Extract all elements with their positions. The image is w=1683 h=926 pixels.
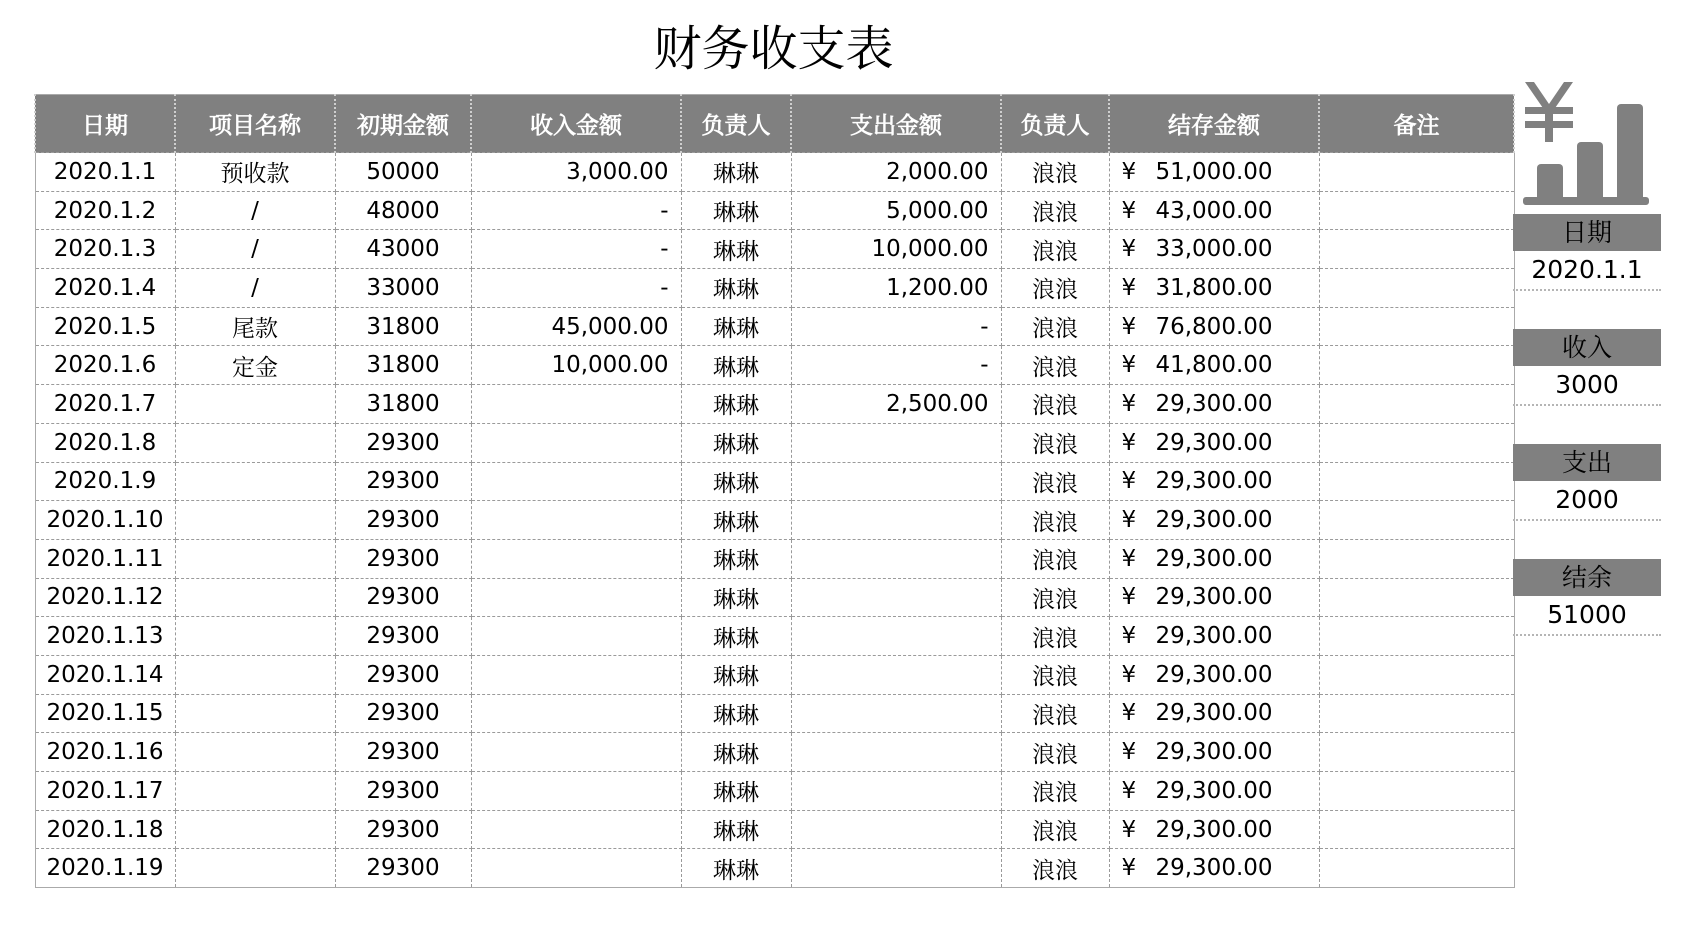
income-cell: [471, 539, 681, 578]
opening-cell: 31800: [335, 346, 471, 385]
column-header-opening-amount: 初期金额: [335, 95, 471, 153]
item-cell: [175, 733, 335, 772]
income-cell: [471, 810, 681, 849]
currency-symbol: ¥: [1121, 390, 1137, 417]
income-owner-cell: 琳琳: [681, 269, 791, 308]
balance-value: 29,300.00: [1155, 700, 1273, 727]
summary-income-value: 3000: [1513, 366, 1661, 406]
expense-owner-cell: 浪浪: [1001, 307, 1109, 346]
item-cell: [175, 810, 335, 849]
balance-cell: [1109, 733, 1319, 772]
opening-cell: 31800: [335, 385, 471, 424]
expense-owner-cell: 浪浪: [1001, 617, 1109, 656]
table-row: [35, 772, 1514, 811]
balance-value: 29,300.00: [1155, 390, 1273, 417]
currency-symbol: ¥: [1121, 197, 1137, 224]
expense-cell: [791, 772, 1001, 811]
income-owner-cell: 琳琳: [681, 655, 791, 694]
note-cell: [1319, 733, 1514, 772]
note-cell: [1319, 269, 1514, 308]
opening-cell: 29300: [335, 501, 471, 540]
currency-symbol: ¥: [1121, 739, 1137, 766]
date-cell: 2020.1.10: [35, 501, 175, 540]
opening-cell: 29300: [335, 655, 471, 694]
summary-expense-value: 2000: [1513, 481, 1661, 521]
currency-symbol: ¥: [1121, 855, 1137, 882]
yen-bar-chart-icon: [1519, 80, 1653, 212]
note-cell: [1319, 307, 1514, 346]
balance-cell: [1109, 501, 1319, 540]
opening-cell: 29300: [335, 733, 471, 772]
expense-cell: [791, 462, 1001, 501]
balance-value: 29,300.00: [1155, 468, 1273, 495]
expense-cell: [791, 501, 1001, 540]
opening-cell: 29300: [335, 578, 471, 617]
table-row: [35, 849, 1514, 888]
income-cell: -: [471, 230, 681, 269]
income-owner-cell: 琳琳: [681, 772, 791, 811]
income-owner-cell: 琳琳: [681, 694, 791, 733]
item-cell: [175, 772, 335, 811]
balance-value: 29,300.00: [1155, 816, 1273, 843]
date-cell: 2020.1.16: [35, 733, 175, 772]
table-row: [35, 694, 1514, 733]
opening-cell: 29300: [335, 810, 471, 849]
table-row: [35, 810, 1514, 849]
date-cell: 2020.1.6: [35, 346, 175, 385]
balance-value: 29,300.00: [1155, 855, 1273, 882]
summary-balance-label: 结余: [1513, 559, 1661, 596]
note-cell: [1319, 385, 1514, 424]
currency-symbol: ¥: [1121, 352, 1137, 379]
income-owner-cell: 琳琳: [681, 307, 791, 346]
page-title: 财务收支表: [653, 21, 894, 77]
currency-symbol: ¥: [1121, 158, 1137, 185]
date-cell: 2020.1.15: [35, 694, 175, 733]
item-cell: 定金: [175, 346, 335, 385]
opening-cell: 29300: [335, 772, 471, 811]
note-cell: [1319, 810, 1514, 849]
expense-owner-cell: 浪浪: [1001, 810, 1109, 849]
note-cell: [1319, 462, 1514, 501]
summary-expense: [1513, 444, 1661, 521]
date-cell: 2020.1.17: [35, 772, 175, 811]
balance-value: 29,300.00: [1155, 623, 1273, 650]
note-cell: [1319, 578, 1514, 617]
note-cell: [1319, 230, 1514, 269]
expense-owner-cell: 浪浪: [1001, 694, 1109, 733]
item-cell: 预收款: [175, 153, 335, 192]
expense-owner-cell: 浪浪: [1001, 462, 1109, 501]
expense-cell: [791, 423, 1001, 462]
currency-symbol: ¥: [1121, 545, 1137, 572]
balance-value: 29,300.00: [1155, 507, 1273, 534]
date-cell: 2020.1.8: [35, 423, 175, 462]
balance-cell: [1109, 694, 1319, 733]
date-cell: 2020.1.1: [35, 153, 175, 192]
income-owner-cell: 琳琳: [681, 462, 791, 501]
item-cell: /: [175, 230, 335, 269]
expense-cell: [791, 810, 1001, 849]
balance-cell: [1109, 269, 1319, 308]
balance-cell: [1109, 307, 1319, 346]
column-header-income-amount: 收入金额: [471, 95, 681, 153]
balance-cell: [1109, 617, 1319, 656]
table-row: [35, 153, 1514, 192]
expense-cell: 1,200.00: [791, 269, 1001, 308]
table-row: [35, 385, 1514, 424]
expense-owner-cell: 浪浪: [1001, 772, 1109, 811]
item-cell: [175, 423, 335, 462]
balance-value: 29,300.00: [1155, 777, 1273, 804]
balance-value: 33,000.00: [1155, 236, 1273, 263]
date-cell: 2020.1.4: [35, 269, 175, 308]
expense-cell: [791, 539, 1001, 578]
item-cell: [175, 501, 335, 540]
expense-owner-cell: 浪浪: [1001, 191, 1109, 230]
expense-cell: 5,000.00: [791, 191, 1001, 230]
opening-cell: 29300: [335, 423, 471, 462]
summary-panel: [1513, 80, 1661, 629]
table-row: [35, 269, 1514, 308]
balance-value: 29,300.00: [1155, 739, 1273, 766]
balance-value: 76,800.00: [1155, 313, 1273, 340]
expense-owner-cell: 浪浪: [1001, 423, 1109, 462]
income-owner-cell: 琳琳: [681, 385, 791, 424]
currency-symbol: ¥: [1121, 661, 1137, 688]
income-cell: [471, 655, 681, 694]
currency-symbol: ¥: [1121, 777, 1137, 804]
item-cell: [175, 578, 335, 617]
summary-date-label: 日期: [1513, 214, 1661, 251]
item-cell: [175, 849, 335, 888]
balance-cell: [1109, 539, 1319, 578]
income-owner-cell: 琳琳: [681, 617, 791, 656]
opening-cell: 29300: [335, 617, 471, 656]
expense-cell: [791, 655, 1001, 694]
income-cell: [471, 733, 681, 772]
balance-value: 29,300.00: [1155, 545, 1273, 572]
date-cell: 2020.1.18: [35, 810, 175, 849]
opening-cell: 48000: [335, 191, 471, 230]
item-cell: /: [175, 191, 335, 230]
summary-date-value: 2020.1.1: [1513, 251, 1661, 291]
summary-balance: [1513, 559, 1661, 636]
income-cell: 45,000.00: [471, 307, 681, 346]
balance-cell: [1109, 191, 1319, 230]
balance-value: 43,000.00: [1155, 197, 1273, 224]
currency-symbol: ¥: [1121, 623, 1137, 650]
balance-cell: [1109, 153, 1319, 192]
income-owner-cell: 琳琳: [681, 733, 791, 772]
expense-cell: 10,000.00: [791, 230, 1001, 269]
item-cell: [175, 694, 335, 733]
table-body: [35, 153, 1514, 888]
expense-owner-cell: 浪浪: [1001, 501, 1109, 540]
item-cell: [175, 385, 335, 424]
expense-owner-cell: 浪浪: [1001, 385, 1109, 424]
date-cell: 2020.1.14: [35, 655, 175, 694]
income-owner-cell: 琳琳: [681, 230, 791, 269]
note-cell: [1319, 539, 1514, 578]
date-cell: 2020.1.11: [35, 539, 175, 578]
currency-symbol: ¥: [1121, 507, 1137, 534]
expense-owner-cell: 浪浪: [1001, 269, 1109, 308]
expense-cell: [791, 849, 1001, 888]
expense-cell: -: [791, 307, 1001, 346]
column-header-balance-amount: 结存金额: [1109, 95, 1319, 153]
table-row: [35, 617, 1514, 656]
note-cell: [1319, 617, 1514, 656]
opening-cell: 43000: [335, 230, 471, 269]
table-row: [35, 307, 1514, 346]
income-owner-cell: 琳琳: [681, 849, 791, 888]
note-cell: [1319, 655, 1514, 694]
table-row: [35, 578, 1514, 617]
balance-value: 29,300.00: [1155, 429, 1273, 456]
expense-owner-cell: 浪浪: [1001, 578, 1109, 617]
income-cell: [471, 578, 681, 617]
opening-cell: 31800: [335, 307, 471, 346]
item-cell: 尾款: [175, 307, 335, 346]
opening-cell: 33000: [335, 269, 471, 308]
note-cell: [1319, 423, 1514, 462]
currency-symbol: ¥: [1121, 700, 1137, 727]
currency-symbol: ¥: [1121, 584, 1137, 611]
item-cell: [175, 655, 335, 694]
income-owner-cell: 琳琳: [681, 501, 791, 540]
balance-cell: [1109, 578, 1319, 617]
balance-value: 51,000.00: [1155, 158, 1273, 185]
income-cell: -: [471, 191, 681, 230]
finance-table: [34, 94, 1515, 888]
item-cell: [175, 462, 335, 501]
balance-value: 29,300.00: [1155, 584, 1273, 611]
summary-income: [1513, 329, 1661, 406]
expense-owner-cell: 浪浪: [1001, 655, 1109, 694]
note-cell: [1319, 191, 1514, 230]
income-cell: [471, 849, 681, 888]
date-cell: 2020.1.5: [35, 307, 175, 346]
table-row: [35, 501, 1514, 540]
expense-owner-cell: 浪浪: [1001, 733, 1109, 772]
balance-value: 31,800.00: [1155, 274, 1273, 301]
table-row: [35, 733, 1514, 772]
balance-cell: [1109, 772, 1319, 811]
currency-symbol: ¥: [1121, 429, 1137, 456]
income-cell: -: [471, 269, 681, 308]
expense-cell: -: [791, 346, 1001, 385]
column-header-item-name: 项目名称: [175, 95, 335, 153]
income-owner-cell: 琳琳: [681, 346, 791, 385]
expense-cell: [791, 617, 1001, 656]
expense-cell: 2,000.00: [791, 153, 1001, 192]
column-header-date: 日期: [35, 95, 175, 153]
balance-cell: [1109, 655, 1319, 694]
item-cell: /: [175, 269, 335, 308]
income-owner-cell: 琳琳: [681, 191, 791, 230]
note-cell: [1319, 694, 1514, 733]
column-header-note: 备注: [1319, 95, 1514, 153]
income-owner-cell: 琳琳: [681, 539, 791, 578]
date-cell: 2020.1.2: [35, 191, 175, 230]
opening-cell: 29300: [335, 462, 471, 501]
item-cell: [175, 617, 335, 656]
income-cell: 3,000.00: [471, 153, 681, 192]
expense-cell: [791, 733, 1001, 772]
balance-cell: [1109, 230, 1319, 269]
expense-owner-cell: 浪浪: [1001, 539, 1109, 578]
date-cell: 2020.1.3: [35, 230, 175, 269]
income-owner-cell: 琳琳: [681, 578, 791, 617]
currency-symbol: ¥: [1121, 468, 1137, 495]
income-cell: [471, 772, 681, 811]
note-cell: [1319, 772, 1514, 811]
expense-owner-cell: 浪浪: [1001, 153, 1109, 192]
summary-date: [1513, 214, 1661, 291]
table-row: [35, 423, 1514, 462]
income-cell: [471, 462, 681, 501]
currency-symbol: ¥: [1121, 816, 1137, 843]
income-owner-cell: 琳琳: [681, 810, 791, 849]
income-cell: [471, 694, 681, 733]
balance-cell: [1109, 810, 1319, 849]
income-cell: 10,000.00: [471, 346, 681, 385]
income-owner-cell: 琳琳: [681, 423, 791, 462]
date-cell: 2020.1.12: [35, 578, 175, 617]
income-cell: [471, 385, 681, 424]
balance-cell: [1109, 462, 1319, 501]
income-cell: [471, 501, 681, 540]
balance-cell: [1109, 423, 1319, 462]
income-owner-cell: 琳琳: [681, 153, 791, 192]
balance-value: 41,800.00: [1155, 352, 1273, 379]
note-cell: [1319, 849, 1514, 888]
table-row: [35, 191, 1514, 230]
summary-income-label: 收入: [1513, 329, 1661, 366]
currency-symbol: ¥: [1121, 236, 1137, 263]
header-row: [35, 95, 1514, 153]
opening-cell: 29300: [335, 849, 471, 888]
note-cell: [1319, 153, 1514, 192]
date-cell: 2020.1.13: [35, 617, 175, 656]
column-header-expense-owner: 负责人: [1001, 95, 1109, 153]
opening-cell: 29300: [335, 539, 471, 578]
table-row: [35, 539, 1514, 578]
currency-symbol: ¥: [1121, 274, 1137, 301]
balance-cell: [1109, 385, 1319, 424]
column-header-income-owner: 负责人: [681, 95, 791, 153]
table-row: [35, 655, 1514, 694]
expense-cell: [791, 694, 1001, 733]
table-row: [35, 230, 1514, 269]
table-header: [35, 95, 1514, 153]
column-header-expense-amount: 支出金额: [791, 95, 1001, 153]
balance-cell: [1109, 346, 1319, 385]
note-cell: [1319, 346, 1514, 385]
income-cell: [471, 423, 681, 462]
balance-value: 29,300.00: [1155, 661, 1273, 688]
balance-cell: [1109, 849, 1319, 888]
note-cell: [1319, 501, 1514, 540]
table-row: [35, 462, 1514, 501]
expense-owner-cell: 浪浪: [1001, 346, 1109, 385]
date-cell: 2020.1.19: [35, 849, 175, 888]
date-cell: 2020.1.7: [35, 385, 175, 424]
date-cell: 2020.1.9: [35, 462, 175, 501]
table-row: [35, 346, 1514, 385]
item-cell: [175, 539, 335, 578]
expense-owner-cell: 浪浪: [1001, 849, 1109, 888]
expense-cell: [791, 578, 1001, 617]
expense-cell: 2,500.00: [791, 385, 1001, 424]
opening-cell: 29300: [335, 694, 471, 733]
expense-owner-cell: 浪浪: [1001, 230, 1109, 269]
summary-expense-label: 支出: [1513, 444, 1661, 481]
income-cell: [471, 617, 681, 656]
currency-symbol: ¥: [1121, 313, 1137, 340]
summary-balance-value: 51000: [1513, 596, 1661, 636]
opening-cell: 50000: [335, 153, 471, 192]
